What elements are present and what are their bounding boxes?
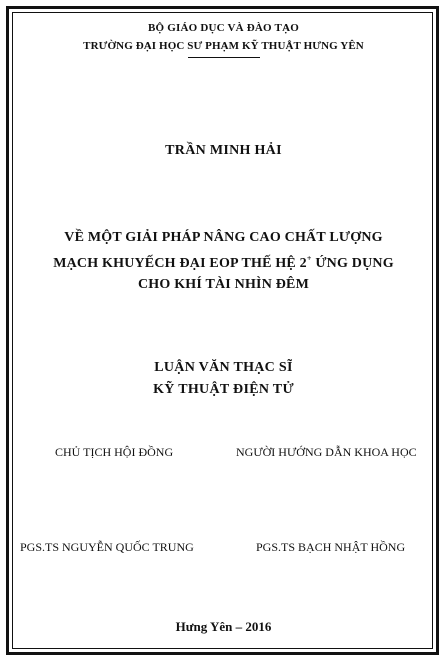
title-line-2-suffix: ỨNG DỤNG: [311, 256, 394, 271]
council-chair-role: CHỦ TỊCH HỘI ĐỒNG: [55, 445, 174, 459]
ministry-name: BỘ GIÁO DỤC VÀ ĐÀO TẠO: [148, 22, 299, 34]
degree-field: KỸ THUẬT ĐIỆN TỬ: [153, 382, 294, 397]
title-superscript: +: [306, 254, 312, 263]
title-line-2-text: MẠCH KHUYẾCH ĐẠI EOP THẾ HỆ 2: [53, 256, 307, 271]
thesis-title-line-2: [0, 248, 447, 274]
place-and-year: Hưng Yên – 2016: [175, 619, 272, 634]
degree-type: LUẬN VĂN THẠC SĨ: [154, 360, 293, 375]
university-name: TRƯỜNG ĐẠI HỌC SƯ PHẠM KỸ THUẬT HƯNG YÊN: [83, 40, 364, 52]
header-divider: [188, 57, 260, 58]
degree-block: [0, 357, 447, 401]
thesis-title-line-1: VỀ MỘT GIẢI PHÁP NÂNG CAO CHẤT LƯỢNG: [64, 230, 383, 245]
thesis-title: [0, 227, 447, 295]
author-name: TRẦN MINH HẢI: [165, 143, 282, 158]
supervisor-role: NGƯỜI HƯỚNG DẪN KHOA HỌC: [236, 445, 417, 459]
thesis-title-line-3: CHO KHÍ TÀI NHÌN ĐÊM: [138, 277, 309, 292]
council-chair-name: PGS.TS NGUYỄN QUỐC TRUNG: [20, 540, 194, 554]
supervisor-name: PGS.TS BẠCH NHẬT HỒNG: [256, 540, 406, 554]
